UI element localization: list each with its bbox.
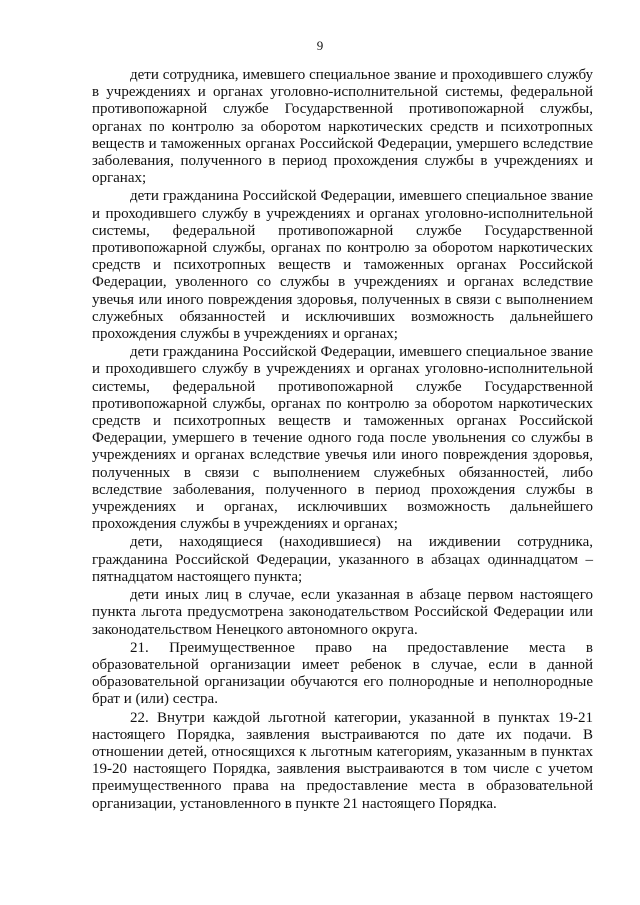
paragraph-children-of-citizen-deceased-after-dismissal: дети гражданина Российской Федерации, имевшего специальное звание и проходившего службу в учреждениях и органах уголовно-исполнительной системы, федеральной противопожарной службе Государственной противопожарной службы, органах по контролю за оборотом наркотических средств и психотропных веществ и таможенных органах Российской Федерации, умершего в течение одного года после увольнения со службы в учреждениях и органах вследствие увечья или иного повреждения здоровья, полученных в связи с выполнением служебных обязанностей, либо вследствие заболевания, полученного в период прохождения службы в учреждениях и органах, исключивших возможность дальнейшего прохождения службы в учреждениях и органах; [92,344,593,533]
paragraph-children-of-deceased-employee: дети сотрудника, имевшего специальное звание и проходившего службу в учреждениях и органах уголовно-исполнительной системы, федеральной противопожарной службе Государственной противопожарной службы, органах по контролю за оборотом наркотических средств и психотропных веществ и таможенных органах Российской Федерации, умершего вследствие заболевания, полученного в период прохождения службы в учреждениях и органах; [92,67,593,187]
page-number: 9 [316,38,324,53]
document-body [92,67,593,813]
paragraph-clause-21: 21. Преимущественное право на предоставление места в образовательной организации имеет ребенок в случае, если в данной образовательной организации обучаются его полнородные и неполнородные брат и (или) сестра. [92,639,593,708]
paragraph-clause-22: 22. Внутри каждой льготной категории, указанной в пунктах 19-21 настоящего Порядка, заявления выстраиваются по дате их подачи. В отношении детей, относящихся к льготным категориям, указанным в пунктах 19-20 настоящего Порядка, заявления выстраиваются в том числе с учетом преимущественного права на предоставление места в образовательной организации, установленного в пункте 21 настоящего Порядка. [92,709,593,812]
paragraph-children-of-other-persons: дети иных лиц в случае, если указанная в абзаце первом настоящего пункта льгота предусмотрена законодательством Российской Федерации или законодательством Ненецкого автономного округа. [92,587,593,638]
paragraph-dependent-children: дети, находящиеся (находившиеся) на иждивении сотрудника, гражданина Российской Федерации, указанного в абзацах одиннадцатом – пятнадцатом настоящего пункта; [92,534,593,585]
paragraph-children-of-dismissed-citizen: дети гражданина Российской Федерации, имевшего специальное звание и проходившего службу в учреждениях и органах уголовно-исполнительной системы, федеральной противопожарной службе Государственной противопожарной службы, органах по контролю за оборотом наркотических средств и психотропных веществ и таможенных органах Российской Федерации, уволенного со службы в учреждениях и органах вследствие увечья или иного повреждения здоровья, полученных в связи с выполнением служебных обязанностей и исключивших возможность дальнейшего прохождения службы в учреждениях и органах; [92,188,593,343]
